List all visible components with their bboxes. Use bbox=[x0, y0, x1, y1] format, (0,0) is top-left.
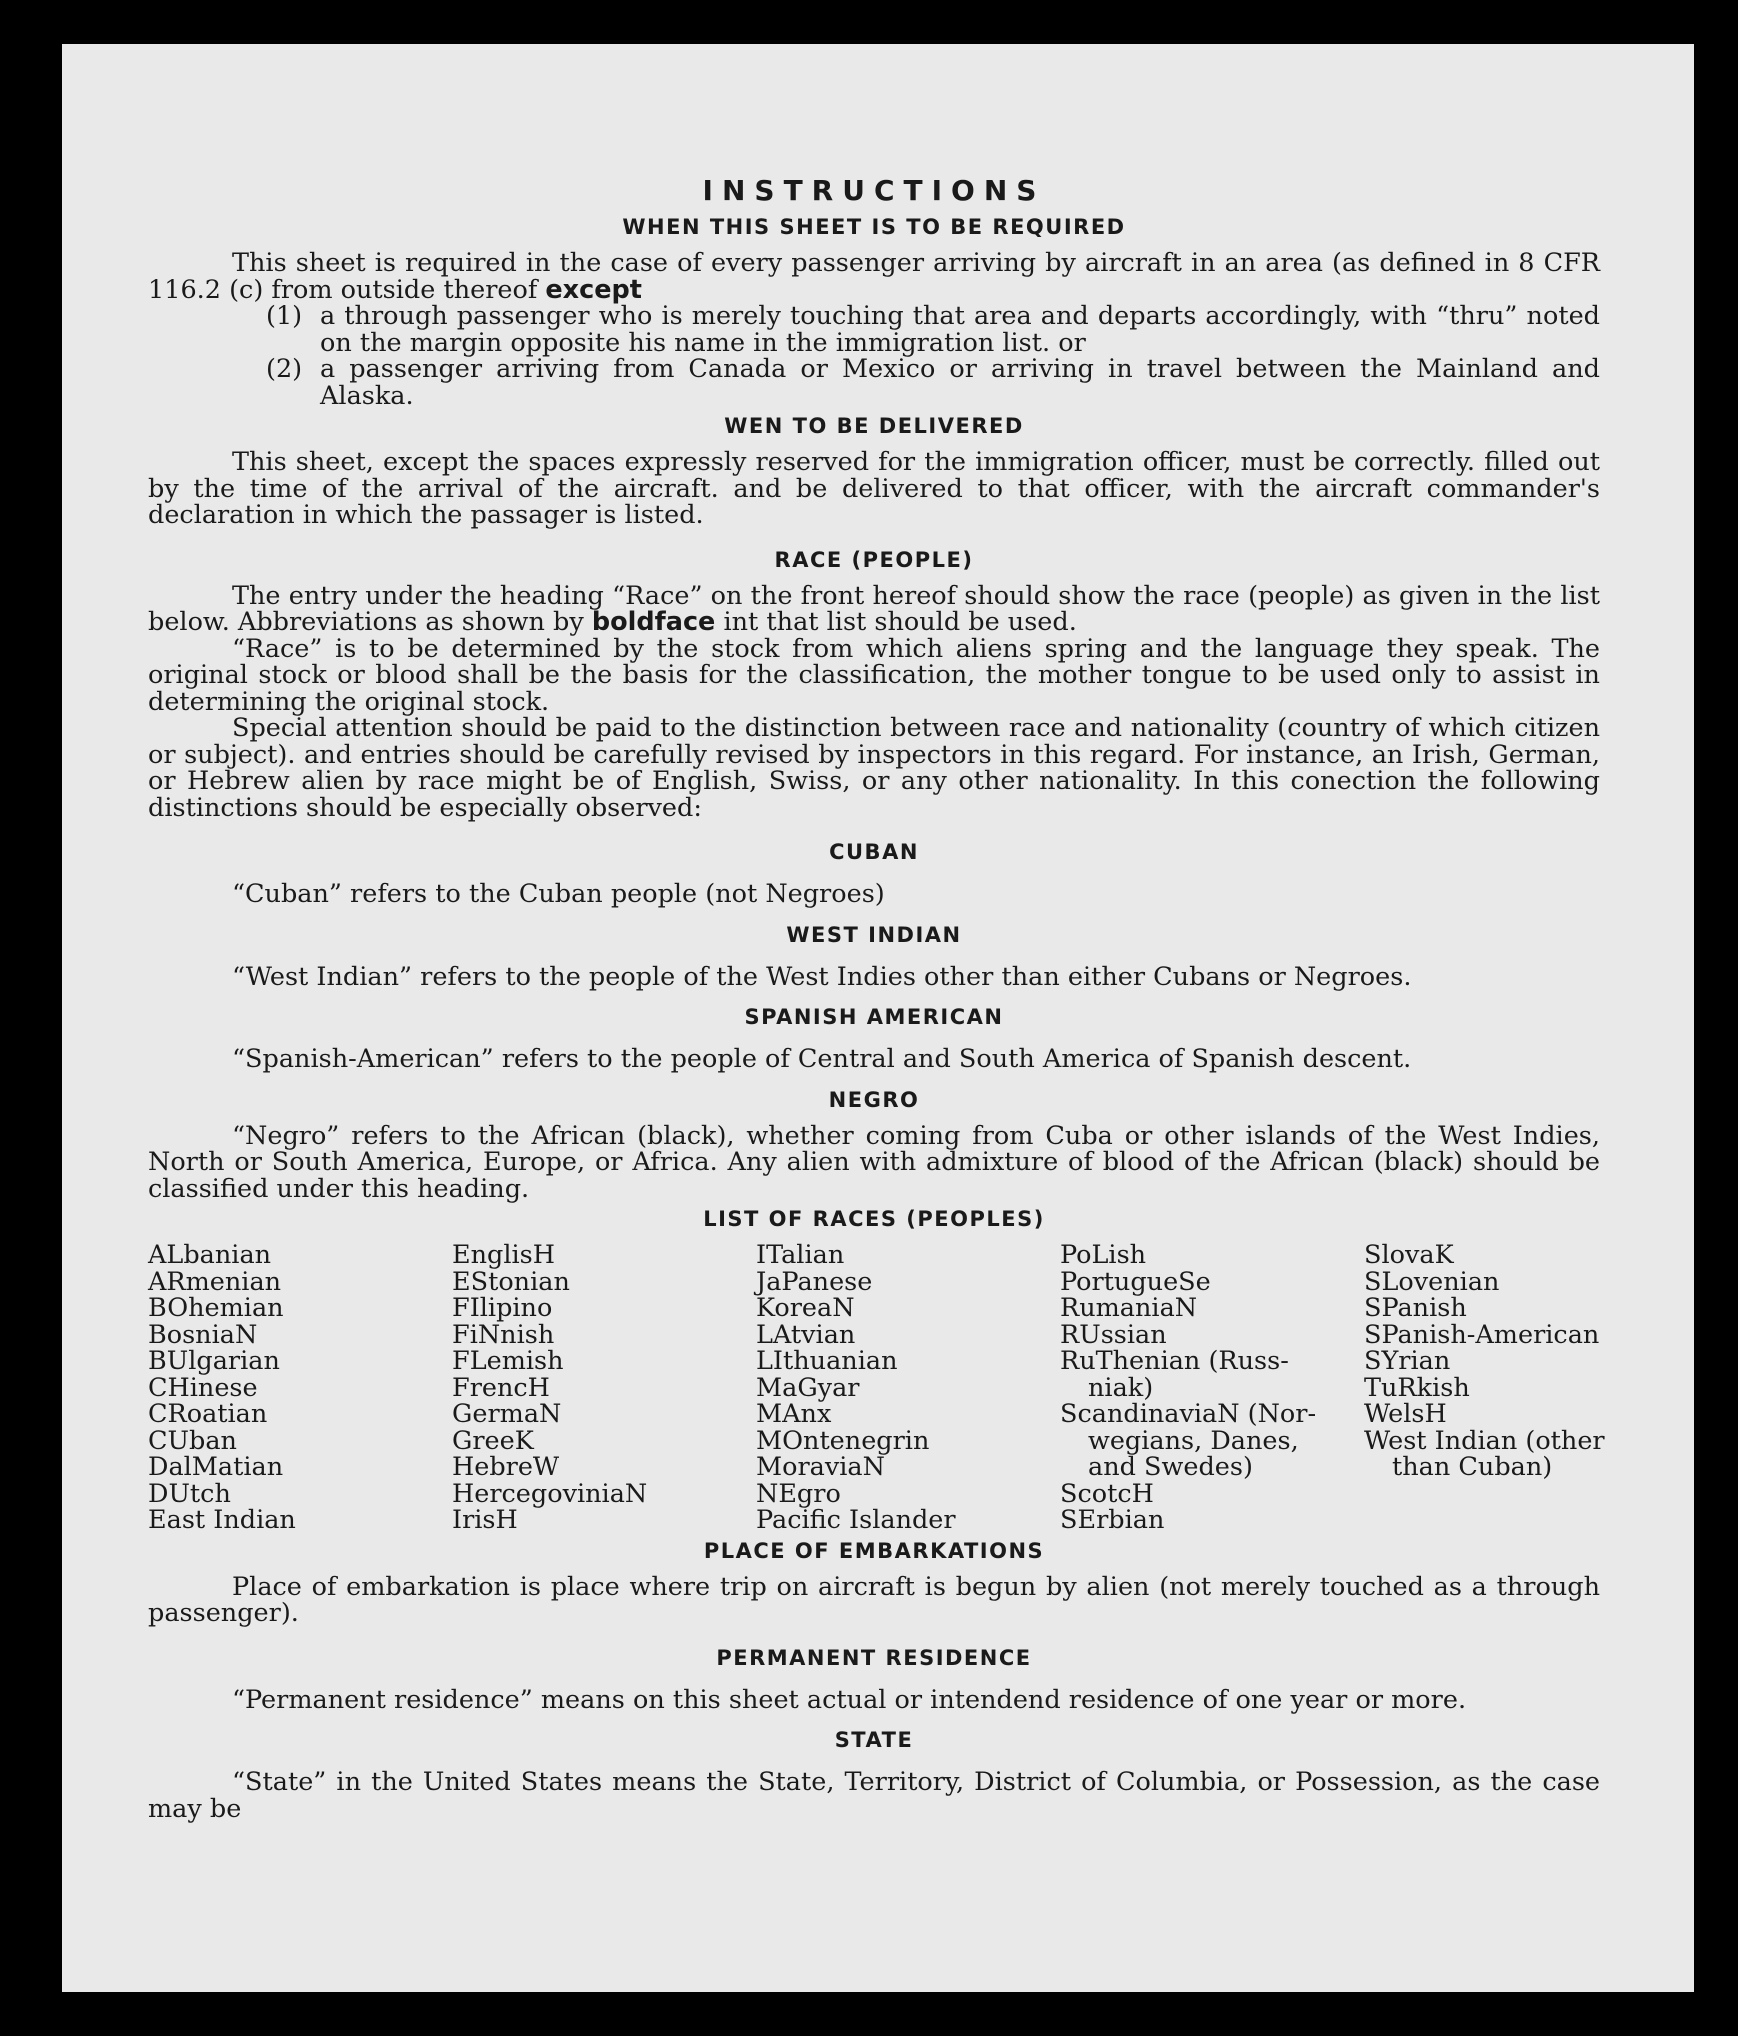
paragraph-spanish-american: “Spanish-American” refers to the people of Central and South America of Spanish descent. bbox=[232, 1044, 1412, 1074]
heading-list-of-races: LIST OF RACES (PEOPLES) bbox=[703, 1207, 1045, 1231]
heading-west-indian: WEST INDIAN bbox=[786, 922, 962, 947]
heading-place-of-embarkation: PLACE OF EMBARKATIONS bbox=[703, 1538, 1045, 1563]
paragraph-race-nationality: Special attention should be paid to the distinction between race and nationality (country of which citizen or subject). and entries should be carefully revised by inspectors in this regard. For instance, an Irish, German, or Hebrew alien by race might be of English, Swiss, or any other nationality. In this conection the following distinctions should be especially observed: bbox=[148, 713, 1600, 823]
paragraph-negro: “Negro” refers to the African (black), whether coming from Cuba or other islands of the West Indies, North or South America, Europe, or Africa. Any alien with admixture of blood of the African (black) should be classified under this heading. bbox=[148, 1120, 1600, 1204]
paragraph-required: This sheet is required in the case of every passenger arriving by aircraft in an area (as defined in 8 CFR 116.2 (c) from outside thereof except bbox=[148, 248, 1600, 305]
heading-negro: NEGRO bbox=[828, 1087, 920, 1112]
race-column-1: ALbanian ARmenian BOhemian BosniaN BUlgarian CHinese CRoatian CUban DalMatian DUtch East Indian bbox=[148, 1240, 296, 1535]
heading-permanent-residence: PERMANENT RESIDENCE bbox=[716, 1645, 1032, 1670]
paragraph-race-stock: “Race” is to be determined by the stock from which aliens spring and the language they speak. The original stock or blood shall be the basis for the classification, the mother tongue to be used only to assist in determining the original stock. bbox=[148, 633, 1600, 717]
paragraph-permanent-residence: “Permanent residence” means on this sheet actual or intendend residence of one year or more. bbox=[232, 1684, 1467, 1715]
race-list bbox=[148, 1240, 1605, 1535]
race-column-5: SlovaK SLovenian SPanish SPanish-American SYrian TuRkish WelsH West Indian (other than Cuban) bbox=[1364, 1240, 1605, 1482]
heading-spanish-american: SPANISH AMERICAN bbox=[744, 1005, 1004, 1029]
heading-when-delivered: WEN TO BE DELIVERED bbox=[724, 414, 1024, 438]
paragraph-state: “State” in the United States means the State, Territory, District of Columbia, or Possession, as the case may be bbox=[148, 1767, 1600, 1824]
except-bold: except bbox=[545, 274, 642, 305]
boldface-bold: boldface bbox=[591, 607, 716, 637]
heading-when-required: WHEN THIS SHEET IS TO BE REQUIRED bbox=[622, 215, 1126, 239]
page-title: INSTRUCTIONS bbox=[702, 174, 1046, 207]
instruction-sheet bbox=[62, 44, 1694, 1992]
race-column-4: PoLish PortugueSe RumaniaN RUssian RuThenian (Russ- niak) ScandinaviaN (Nor- wegians, Danes, and Swedes) ScotcH SErbian bbox=[1060, 1240, 1317, 1535]
race-column-2: EnglisH EStonian FIlipino FiNnish FLemish FrencH GermaN GreeK HebreW HercegoviniaN IrisH bbox=[452, 1240, 648, 1535]
list-item: (1) a through passenger who is merely touching that area and departs accordingly, with “thru” noted on the margin opposite his name in the immigration list. or bbox=[266, 301, 1600, 358]
paragraph-west-indian: “West Indian” refers to the people of the West Indies other than either Cubans or Negroes. bbox=[232, 961, 1412, 992]
paragraph-race-entry: The entry under the heading “Race” on the front hereof should show the race (people) as given in the list below. Abbreviations as shown by boldface int that list should be used. bbox=[148, 580, 1600, 637]
paragraph-cuban: “Cuban” refers to the Cuban people (not Negroes) bbox=[232, 879, 885, 909]
paragraph-embarkation: Place of embarkation is place where trip on aircraft is begun by alien (not merely touched as a through passenger). bbox=[148, 1571, 1600, 1628]
heading-race: RACE (PEOPLE) bbox=[774, 547, 974, 572]
exception-list bbox=[266, 303, 1600, 409]
heading-state: STATE bbox=[834, 1728, 914, 1752]
paragraph-delivered: This sheet, except the spaces expressly reserved for the immigration officer, must be correctly. filled out by the time of the arrival of the aircraft. and be delivered to that officer, with the aircraft commander's declaration in which the passager is listed. bbox=[148, 447, 1600, 530]
list-item: (2) a passenger arriving from Canada or Mexico or arriving in travel between the Mainland and Alaska. bbox=[266, 354, 1600, 411]
race-column-3: ITalian JaPanese KoreaN LAtvian LIthuanian MaGyar MAnx MOntenegrin MoraviaN NEgro Pacific Islander bbox=[756, 1240, 956, 1535]
heading-cuban: CUBAN bbox=[829, 840, 919, 864]
